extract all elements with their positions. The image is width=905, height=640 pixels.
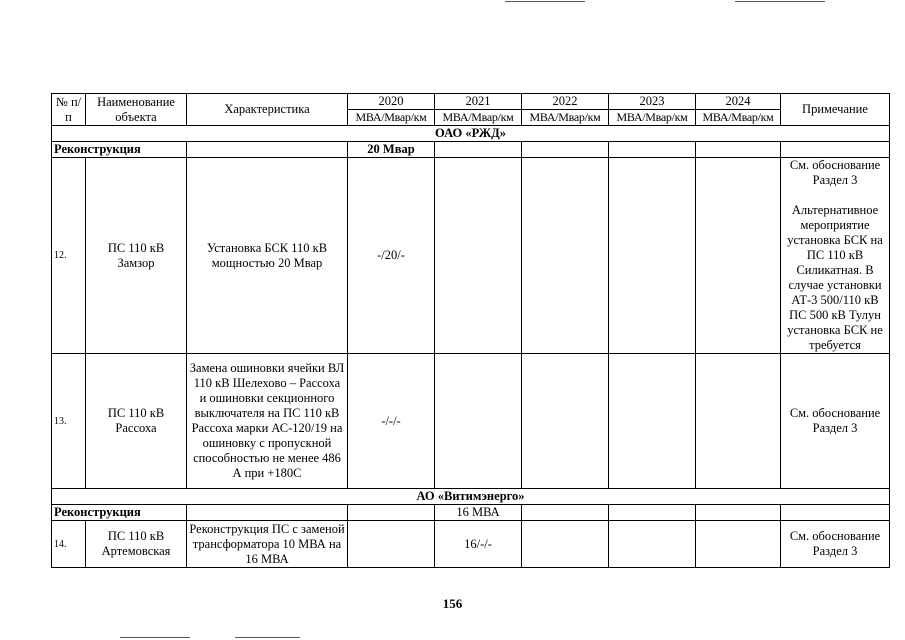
reconstruction-empty — [187, 505, 348, 521]
org-name: ОАО «РЖД» — [52, 126, 890, 142]
header-year: 2020 — [348, 94, 435, 110]
scan-artifact-line — [235, 637, 300, 638]
row-value — [522, 354, 609, 489]
table-row — [52, 521, 890, 568]
row-value — [609, 158, 696, 354]
scan-artifact-line — [735, 1, 825, 2]
header-year: 2023 — [609, 94, 696, 110]
header-row — [52, 94, 890, 110]
row-value — [609, 521, 696, 568]
reconstruction-value — [696, 505, 781, 521]
row-value — [522, 158, 609, 354]
reconstruction-label: Реконструкция — [52, 142, 187, 158]
header-unit: МВА/Мвар/км — [435, 110, 522, 126]
row-object-name: ПС 110 кВ Замзор — [86, 158, 187, 354]
header-num: № п/п — [52, 94, 86, 126]
reconstruction-value — [609, 505, 696, 521]
header-year: 2024 — [696, 94, 781, 110]
header-name: Наименование объекта — [86, 94, 187, 126]
row-object-name: ПС 110 кВ Артемовская — [86, 521, 187, 568]
row-note: См. обоснование Раздел 3 — [781, 521, 890, 568]
reconstruction-value: 16 МВА — [435, 505, 522, 521]
reconstruction-value — [435, 142, 522, 158]
reconstruction-note — [781, 505, 890, 521]
row-characteristic: Реконструкция ПС с заменой трансформатора 10 МВА на 16 МВА — [187, 521, 348, 568]
page-number: 156 — [442, 596, 463, 611]
row-value — [609, 354, 696, 489]
header-note: Примечание — [781, 94, 890, 126]
header-year: 2021 — [435, 94, 522, 110]
header-characteristic: Характеристика — [187, 94, 348, 126]
row-num: 12. — [52, 158, 86, 354]
row-value — [696, 521, 781, 568]
header-unit: МВА/Мвар/км — [522, 110, 609, 126]
investment-table — [51, 93, 890, 568]
reconstruction-note — [781, 142, 890, 158]
reconstruction-row — [52, 142, 890, 158]
row-value — [522, 521, 609, 568]
header-unit: МВА/Мвар/км — [348, 110, 435, 126]
header-unit: МВА/Мвар/км — [609, 110, 696, 126]
org-name: АО «Витимэнерго» — [52, 489, 890, 505]
reconstruction-row — [52, 505, 890, 521]
row-note — [781, 158, 890, 354]
row-characteristic: Установка БСК 110 кВ мощностью 20 Мвар — [187, 158, 348, 354]
row-value — [435, 354, 522, 489]
row-value — [696, 158, 781, 354]
header-unit: МВА/Мвар/км — [696, 110, 781, 126]
reconstruction-value — [609, 142, 696, 158]
org-row — [52, 126, 890, 142]
row-num: 14. — [52, 521, 86, 568]
row-note: См. обоснование Раздел 3 — [781, 354, 890, 489]
note-line: Альтернативное мероприятие установка БСК на ПС 110 кВ Силикатная. В случае установки АТ-3 500/110 кВ ПС 500 кВ Тулун установка БСК не требуется — [787, 203, 883, 352]
table-row — [52, 354, 890, 489]
scan-artifact-line — [505, 1, 585, 2]
row-characteristic: Замена ошиновки ячейки ВЛ 110 кВ Шелехово – Рассоха и ошиновки секционного выключателя на ПС 110 кВ Рассоха марки АС-120/19 на ошиновку с пропускной способностью не менее 486 А при +180С — [187, 354, 348, 489]
row-value — [696, 354, 781, 489]
reconstruction-label: Реконструкция — [52, 505, 187, 521]
row-value: -/-/- — [348, 354, 435, 489]
row-object-name: ПС 110 кВ Рассоха — [86, 354, 187, 489]
row-value — [435, 158, 522, 354]
header-year: 2022 — [522, 94, 609, 110]
table-row — [52, 158, 890, 354]
reconstruction-value: 20 Мвар — [348, 142, 435, 158]
scan-artifact-line — [120, 637, 190, 638]
reconstruction-value — [348, 505, 435, 521]
row-value — [348, 521, 435, 568]
reconstruction-value — [696, 142, 781, 158]
note-line: См. обоснование Раздел 3 — [789, 158, 881, 187]
row-value: -/20/- — [348, 158, 435, 354]
row-num: 13. — [52, 354, 86, 489]
reconstruction-empty — [187, 142, 348, 158]
reconstruction-value — [522, 505, 609, 521]
org-row — [52, 489, 890, 505]
reconstruction-value — [522, 142, 609, 158]
row-value: 16/-/- — [435, 521, 522, 568]
